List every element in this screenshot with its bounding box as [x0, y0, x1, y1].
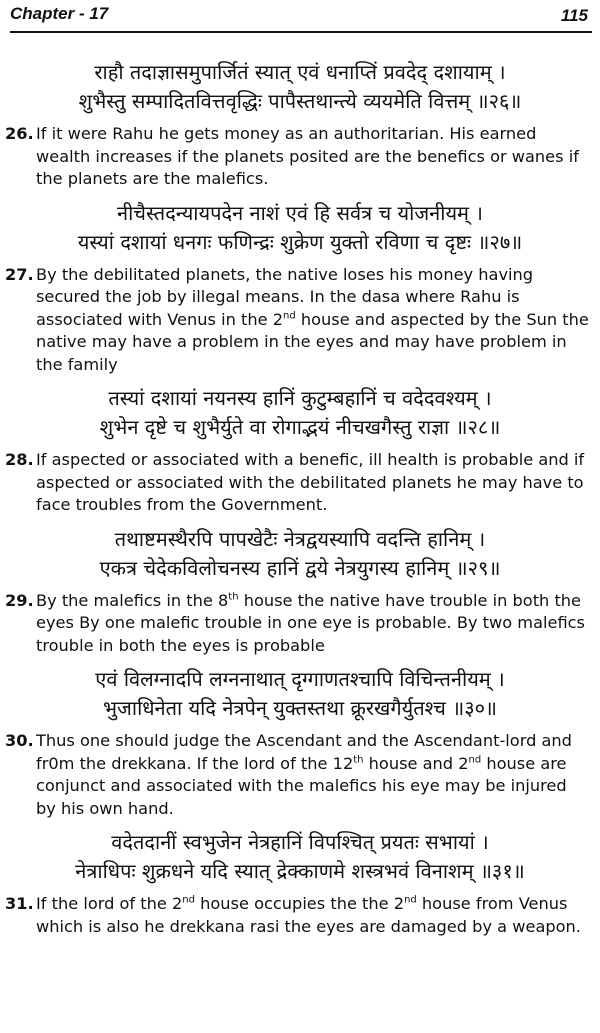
- verse-line: राहौ तदाज्ञासमुपार्जितं स्यात् एवं धनाप्तिं प्रवदेद् दशायाम् ।: [94, 60, 506, 84]
- verse-line: शुभैस्तु सम्पादितवित्तवृद्धिः पापैस्तथान्त्ये व्ययमेति वित्तम् ॥२६॥: [78, 89, 522, 113]
- sanskrit-verse: [0, 525, 600, 583]
- verse-line: तथाष्टमस्थैरपि पापखेटैः नेत्रद्वयस्यापि वदन्ति हानिम् ।: [114, 526, 486, 551]
- translation-item: [0, 590, 600, 658]
- verse-line: यस्यां दशायां धनगः फणिन्द्रः शुक्रेण युक्तो रविणा च दृष्टः ॥२७॥: [77, 229, 523, 254]
- sanskrit-verse: [0, 199, 600, 257]
- verse-line: नेत्राधिपः शुक्रधने यदि स्यात् द्रेक्काणमे शस्त्रभवं विनाशम् ॥३१॥: [75, 859, 525, 883]
- verse-line: शुभेन दृष्टे च शुभैर्युते वा रोगाद्भयं नीचखगैस्तु राज्ञा ॥२८॥: [99, 415, 501, 439]
- translation-item: [0, 730, 600, 820]
- item-number: 27.: [5, 264, 34, 284]
- item-text: By the debilitated planets, the native loses his money having secured the job by illegal means. In the dasa where Rahu is associated with Venus in the 2nd house and aspected by the Sun the native may have a problem in the eyes and may have problem in the family: [36, 264, 589, 374]
- item-text: If it were Rahu he gets money as an authoritarian. His earned wealth increases if the planets posited are the benefics or wanes if the planets are the malefics.: [36, 124, 579, 188]
- item-text: By the malefics in the 8th house the native have trouble in both the eyes By one malefic trouble in one eye is probable. By two malefics trouble in both the eyes is probable: [36, 590, 585, 655]
- translation-item: [0, 893, 600, 938]
- item-number: 28.: [5, 450, 34, 469]
- sanskrit-verse: [0, 384, 600, 442]
- item-number: 29.: [5, 590, 34, 610]
- translation-item: [0, 449, 600, 517]
- verse-line: तस्यां दशायां नयनस्य हानिं कुटुम्बहानिं च वदेदवश्यम् ।: [108, 386, 492, 410]
- page-header: [0, 0, 600, 36]
- translation-item: [0, 264, 600, 377]
- item-text: If aspected or associated with a benefic, ill health is probable and if aspected or associated with the debilitated planets he may have to face troubles from the Government.: [36, 450, 585, 514]
- verse-line: एवं विलग्नादपि लग्ननाथात् दृग्गाणतश्चापि विचिन्तनीयम् ।: [95, 667, 505, 691]
- verse-line: वदेतदानीं स्वभुजेन नेत्रहानिं विपश्चित् प्रयतः सभायां ।: [111, 830, 489, 854]
- chapter-label: Chapter - 17: [10, 4, 109, 23]
- verse-line: भुजाधिनेता यदि नेत्रपेन् युक्तस्तथा क्रूरखगैर्युतश्च ॥३०॥: [102, 696, 497, 720]
- sanskrit-verse: [0, 828, 600, 886]
- item-number: 31.: [5, 894, 34, 913]
- verse-line: एकत्र चेदेकविलोचनस्य हानिं द्वये नेत्रयुगस्य हानिम् ॥२९॥: [99, 555, 501, 580]
- item-number: 30.: [5, 731, 34, 750]
- item-text: Thus one should judge the Ascendant and the Ascendant-lord and fr0m the drekkana. If the lord of the 12th house and 2nd house are conjunct and associated with the malefics his eye may be injured by his own hand.: [36, 731, 572, 818]
- page-content: [0, 58, 600, 946]
- verse-line: नीचैस्तदन्यायपदेन नाशं एवं हि सर्वत्र च योजनीयम् ।: [117, 200, 483, 225]
- translation-item: [0, 123, 600, 191]
- item-number: 26.: [5, 124, 34, 143]
- page-number: 115: [560, 6, 588, 25]
- sanskrit-verse: [0, 665, 600, 723]
- sanskrit-verse: [0, 58, 600, 116]
- header-rule: [10, 31, 592, 33]
- item-text: If the lord of the 2nd house occupies the the 2nd house from Venus which is also he drekkana rasi the eyes are damaged by a weapon.: [36, 894, 581, 936]
